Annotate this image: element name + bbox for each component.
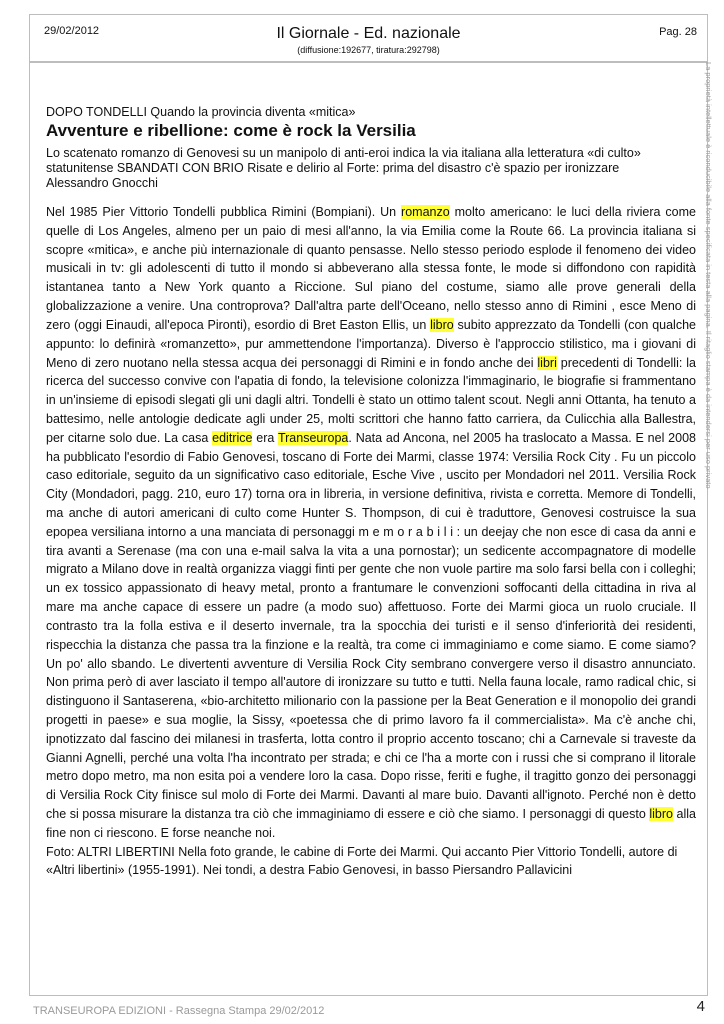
- newspaper-page: Pag. 28: [659, 26, 697, 38]
- keyword-highlight: Transeuropa: [277, 430, 349, 445]
- body-text-segment: subito apprezzato da Tondelli (con qualche appunto: lo definirà «romanzetto», pur ammettendone l'importanza). Diverso è l'approccio stilistico, ma i giovani di Meno di zero nuotano nella stessa acqua dei personaggi di Rimini e in fondo anche dei: [46, 317, 696, 370]
- article: [46, 104, 696, 880]
- page-number: 4: [696, 998, 705, 1015]
- body-text-segment: precedenti di Tondelli: la ricerca del successo convive con l'apatia di fondo, la televisione colonizza l'immaginario, le biografie si frammentano in un'insieme di episodi slegati gli uni dagli altri. Tondelli è stato un ottimo talent scout. Negli anni Ottanta, ha tenuto a battesimo, nelle antologie dedicate agli under 25, molti scrittori che hanno fatto carriera, da Culicchia alla Ballestra, per citarne solo due. La casa: [46, 355, 696, 445]
- article-kicker: DOPO TONDELLI Quando la provincia diventa «mitica»: [46, 105, 356, 119]
- photo-caption: Foto: ALTRI LIBERTINI Nella foto grande, le cabine di Forte dei Marmi. Qui accanto Pier Vittorio Tondelli, autore di «Altri libertini» (1955-1991). Nei tondi, a destra Fabio Genovesi, in basso Piersandro Pallavicini: [46, 844, 678, 878]
- article-body: [46, 203, 696, 843]
- copyright-text: La proprietà intellettuale è riconducibile alla fonte specificata in testa alla pagina. Il ritaglio stampa è da intendersi per uso privato: [704, 62, 713, 489]
- copyright-notice: [703, 62, 723, 582]
- keyword-highlight: libro: [430, 317, 454, 332]
- body-text-segment: alla fine non ci riescono. E forse neanche noi.: [46, 807, 696, 840]
- keyword-highlight: libro: [649, 807, 673, 821]
- article-headline: Avventure e ribellione: come è rock la Versilia: [46, 121, 416, 140]
- body-text-segment: molto americano: le luci della riviera come quelle di Los Angeles, almeno per un paio di mesi all'anno, la via Emilia come la Route 66. La provincia italiana si scopre «mitica», e anche più internazionale di quanto pensasse. Nello stesso periodo esplode il fenomeno dei video musicali in tv: gli adolescenti di tutto il mondo si abbeverano alla stessa fonte, le mode si diffondono con rapidità istantanea tanto a New York quanto a Riccione. Sul piano del costume, siamo alle prove generali della globalizzazione a venire. Una controprova? Dall'altra parte dell'Oceano, nello stesso anno di Rimini , esce Meno di zero (oggi Einaudi, all'epoca Pironti), esordio di Bret Easton Ellis, un: [46, 205, 696, 332]
- newspaper-title: Il Giornale - Ed. nazionale: [276, 25, 461, 42]
- page-header: [29, 14, 708, 62]
- article-author: Alessandro Gnocchi: [46, 176, 158, 190]
- circulation-info: (diffusione:192677, tiratura:292798): [297, 45, 440, 55]
- publication-date: 29/02/2012: [44, 25, 100, 37]
- body-text-segment: . Nata ad Ancona, nel 2005 ha traslocato a Massa. E nel 2008 ha pubblicato l'esordio di Fabio Genovesi, toscano di Forte dei Marmi, classe 1974: Versilia Rock City . Fu un piccolo caso editoriale, seguito da un significativo caso editoriale, Esche Vive , uscito per Mondadori nel 2011. Versilia Rock City (Mondadori, pagg. 210, euro 17) torna ora in libreria, in versione definitiva, rivista e corretta. Memore di Tondelli, ma anche di autori americani di culto come Hunter S. Thompson, di cui è traduttore, Genovesi costruisce la sua epopea versiliana intorno a una manciata di personaggi m e m o r a b i l i : un deejay che non esce di casa da anni e tira avanti a Serenase (ma con una e-mail salva la vita a una pornostar); un sedicente accompagnatore di modelle migrato a Milano dove in realtà organizza viaggi finti per gente che non vuole partire ma solo farsi bella con i colleghi; un ex tossico appassionato di heavy metal, pronto a frantumare le convenzioni soffocanti della cittadina in riva al mare ma anche capace di essere un padre (a modo suo) affettuoso. Forte dei Marmi gioca un ruolo cruciale. Il contrasto tra la folla estiva e il deserto invernale, tra la spocchia dei turisti e il senso d'inferiorità dei residenti, rispecchia la distanza che passa tra la finzione e la realtà, tra come ci immaginiamo e come siamo. E come siamo? Un po' allo sbando. Le divertenti avventure di Versilia Rock City sembrano convergere verso il disastro annunciato. Non prima però di aver lasciato il tempo all'autore di ironizzare su tutto e tutti. Nella fauna locale, ramo radical chic, si distinguono il Santaserena, «bio-architetto milionario con la passione per la Beat Generation e il monopolio dei grandi progetti in paese» e sua moglie, la Sissy, «poetessa che di primo lavoro fa il commercialista». Ma c'è anche chi, ipnotizzato dal fascino dei milanesi in trasferta, lotta contro il proprio accento toscano; chi a Carnevale si traveste da Gianni Agnelli, perché una volta l'ha incontrato per strada; e chi ce l'ha a morte con i russi che si comprano il litorale metro dopo metro, ma non esita poi a vendere loro la casa. Dopo risse, feriti e fughe, il tragitto gonzo dei personaggi di Versilia Rock City finisce sul molo di Forte dei Marmi. Davanti al mare buio. Davanti all'ignoto. Perché non è detto che si possa misurare la distanza tra ciò che immaginiamo di essere e ciò che siamo. I personaggi di questo: [46, 430, 696, 821]
- body-text-segment: Nel 1985 Pier Vittorio Tondelli pubblica Rimini (Bompiani). Un: [46, 205, 402, 219]
- keyword-highlight: romanzo: [401, 205, 450, 219]
- footer-source: TRANSEUROPA EDIZIONI - Rassegna Stampa 29/02/2012: [33, 1005, 325, 1017]
- article-subheading: Lo scatenato romanzo di Genovesi su un manipolo di anti-eroi indica la via italiana alla letteratura «di culto» statunitense SBANDATI CON BRIO Risate e delirio al Forte: prima del disastro c'è spazio per ironizzare: [46, 146, 641, 175]
- body-text-segment: era: [252, 430, 278, 445]
- keyword-highlight: editrice: [212, 430, 253, 445]
- keyword-highlight: libri: [537, 355, 557, 370]
